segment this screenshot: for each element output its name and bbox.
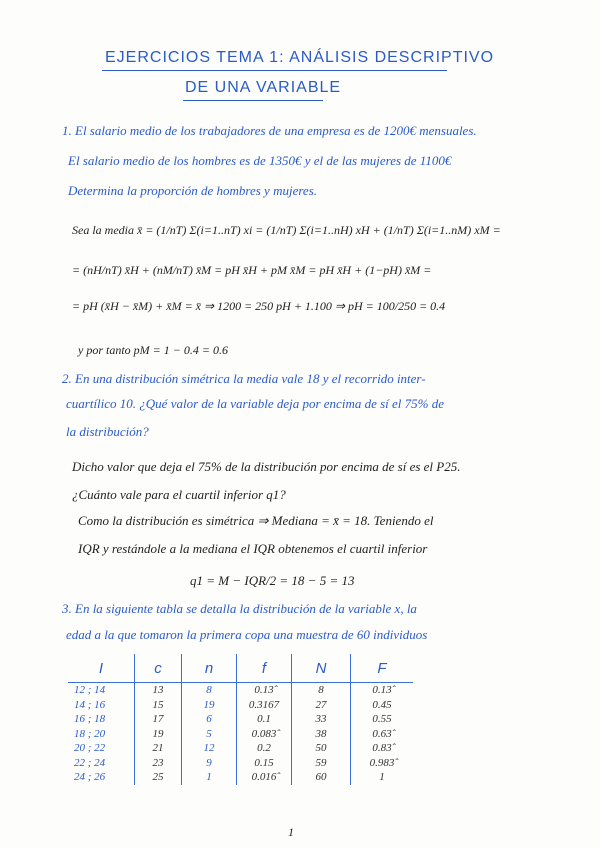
q1-line: 1. El salario medio de los trabajadores de una empresa es de 1200€ mensuales. (62, 123, 477, 138)
table-cell: 16 ; 18 (74, 713, 106, 726)
q3-line: edad a la que tomaron la primera copa una muestra de 60 individuos (66, 627, 428, 642)
q2-solution-line: Como la distribución es simétrica ⇒ Mediana = x̄ = 18. Teniendo el (78, 513, 434, 528)
table-cell: 60 (292, 770, 351, 785)
table-cell: 24 ; 26 (74, 771, 106, 784)
table-row (68, 712, 413, 727)
table-cell: 1 (351, 770, 414, 785)
table-cell: 19 (182, 698, 237, 713)
table-cell: 18 ; 20 (74, 727, 106, 740)
table-cell: 50 (292, 741, 351, 756)
table-row (68, 727, 413, 742)
table-cell: 0.983̂ (351, 756, 414, 771)
header-class-mark: c (135, 654, 182, 683)
table-row (68, 770, 413, 785)
table-row (68, 741, 413, 756)
table-cell: 20 ; 22 (74, 742, 106, 755)
q1-solution-line: Sea la media x̄ = (1/nT) Σ(i=1..nT) xi = (1/nT) Σ(i=1..nH) xH + (1/nT) Σ(i=1..nM) xM = (72, 223, 501, 237)
table-row (68, 698, 413, 713)
q1-line: Determina la proporción de hombres y mujeres. (68, 183, 318, 198)
table-cell: 12 ; 14 (74, 684, 106, 697)
table-cell: 59 (292, 756, 351, 771)
header-rel-freq: f (237, 654, 292, 683)
frequency-table (68, 654, 413, 785)
table-cell: 0.3167 (237, 698, 292, 713)
table-cell: 22 ; 24 (74, 756, 106, 769)
header-interval: I (68, 654, 135, 683)
table-cell: 0.15 (237, 756, 292, 771)
title-underline-2 (183, 100, 323, 101)
table-row (68, 683, 413, 698)
table-cell: 23 (135, 756, 182, 771)
table-cell: 14 ; 16 (74, 698, 106, 711)
table-cell: 33 (292, 712, 351, 727)
page-number: 1 (288, 825, 294, 839)
q2-line: la distribución? (66, 424, 149, 439)
table-cell: 0.45 (351, 698, 414, 713)
table-cell: 13 (135, 683, 182, 698)
table-cell: 8 (292, 683, 351, 698)
table-cell: 27 (292, 698, 351, 713)
table-cell: 0.2 (237, 741, 292, 756)
table-cell: 21 (135, 741, 182, 756)
q3-line: 3. En la siguiente tabla se detalla la distribución de la variable x, la (62, 601, 417, 616)
q2-solution-line: Dicho valor que deja el 75% de la distribución por encima de sí es el P25. (72, 459, 461, 474)
q1-solution-line: = pH (x̄H − x̄M) + x̄M = x̄ ⇒ 1200 = 250 pH + 1.100 ⇒ pH = 100/250 = 0.4 (72, 299, 446, 313)
title-line-1: EJERCICIOS TEMA 1: ANÁLISIS DESCRIPTIVO (105, 49, 495, 66)
table-cell: 6 (182, 712, 237, 727)
table-cell: 12 (182, 741, 237, 756)
q2-solution-line: ¿Cuánto vale para el cuartil inferior q1? (72, 487, 286, 502)
table-cell: 8 (182, 683, 237, 698)
table-cell: 17 (135, 712, 182, 727)
table-cell: 5 (182, 727, 237, 742)
table-cell: 0.1 (237, 712, 292, 727)
table-cell: 0.13̂ (237, 683, 292, 698)
table-cell: 25 (135, 770, 182, 785)
title-underline (102, 70, 447, 71)
header-abs-freq: n (182, 654, 237, 683)
header-cum-abs-freq: N (292, 654, 351, 683)
header-cum-rel-freq: F (351, 654, 414, 683)
q1-solution-line: = (nH/nT) x̄H + (nM/nT) x̄M = pH x̄H + pM x̄M = pH x̄H + (1−pH) x̄M = (72, 263, 432, 277)
table-cell: 0.55 (351, 712, 414, 727)
q1-line: El salario medio de los hombres es de 1350€ y el de las mujeres de 1100€ (68, 153, 452, 168)
table-cell: 0.63̂ (351, 727, 414, 742)
q1-solution-line: y por tanto pM = 1 − 0.4 = 0.6 (78, 343, 228, 357)
table-cell: 0.83̂ (351, 741, 414, 756)
q2-line: 2. En una distribución simétrica la media vale 18 y el recorrido inter- (62, 371, 426, 386)
table-cell: 1 (182, 770, 237, 785)
table-cell: 19 (135, 727, 182, 742)
q2-solution-line: q1 = M − IQR/2 = 18 − 5 = 13 (190, 573, 355, 588)
table-cell: 9 (182, 756, 237, 771)
table-cell: 38 (292, 727, 351, 742)
title-line-2: DE UNA VARIABLE (185, 79, 342, 96)
table-cell: 0.083̂ (237, 727, 292, 742)
table-cell: 0.016̂ (237, 770, 292, 785)
table-header-row (68, 654, 413, 683)
q2-line: cuartílico 10. ¿Qué valor de la variable deja por encima de sí el 75% de (66, 396, 445, 411)
q2-solution-line: IQR y restándole a la mediana el IQR obtenemos el cuartil inferior (78, 541, 428, 556)
table-cell: 0.13̂ (351, 683, 414, 698)
table-cell: 15 (135, 698, 182, 713)
table-row (68, 756, 413, 771)
